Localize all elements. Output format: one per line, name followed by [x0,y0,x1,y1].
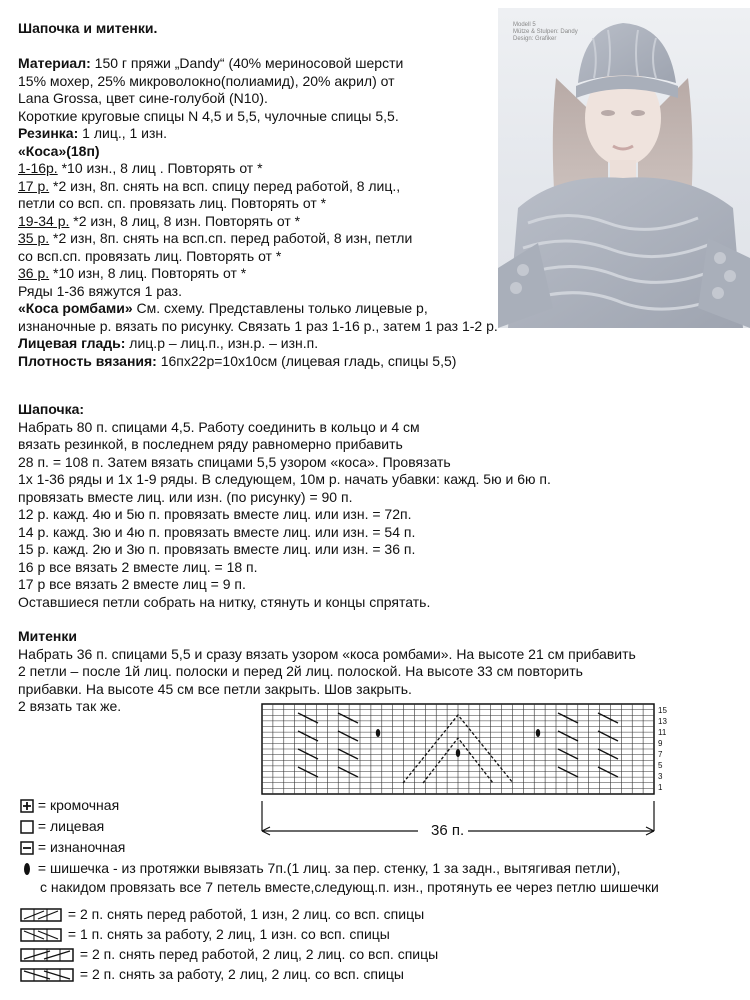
row-number-column [658,705,676,793]
legend-text: с накидом провязать все 7 петель вместе,следующ.п. изн., протянуть ее через петлю шишечки [40,879,659,895]
hat-section [18,401,551,611]
legend-edge-stitch [20,797,119,814]
legend-text: = лицевая [37,818,105,834]
material-line: 15% мохер, 25% микроволокно(полиамид), 20% акрил) от [18,72,395,89]
mitts-line: 2 вязать так же. [18,698,122,714]
hat-line: Набрать 80 п. спицами 4,5. Работу соединить в кольцо и 4 см [18,418,420,435]
hat-line: 16 р все вязать 2 вместе лиц. = 18 п. [18,558,258,575]
row-number: 5 [658,761,663,770]
legend-text: = 2 п. снять перед работой, 2 лиц, 2 лиц. со всп. спицы [79,946,439,962]
legend-purl [20,839,125,856]
row-number: 1 [658,783,663,792]
mitts-line: прибавки. На высоте 45 см все петли закрыть. Шов закрыть. [18,680,412,697]
cable-heading: «Коса»(18п) [18,142,100,159]
hat-line: 14 р. кажд. 3ю и 4ю п. провязать вместе лиц. или изн. = 54 п. [18,523,416,540]
mitts-heading: Митенки [18,628,77,644]
material-section [18,55,498,370]
mitts-line: Набрать 36 п. спицами 5,5 и сразу вязать узором «коса ромбами». На высоте 21 см прибавить [18,645,636,662]
cable-2-2-front-icon [20,948,76,962]
row-number: 7 [658,750,663,759]
photo-caption [513,22,578,43]
hat-line: Оставшиеся петли собрать на нитку, стянуть и концы спрятать. [18,593,431,610]
row-number: 15 [658,706,667,715]
hat-heading: Шапочка: [18,401,85,417]
row-number: 9 [658,739,663,748]
page-title: Шапочка и митенки. [18,20,158,36]
photo-caption-line: Modell 5 [513,22,536,28]
model-photo [498,8,750,328]
chart-grid-svg [258,703,678,843]
legend-bobble [20,860,620,877]
cable-1-2-back-icon [20,928,64,942]
hat-line: вязать резинкой, в последнем ряду равномерно прибавить [18,436,403,452]
gauge-line: Плотность вязания: 16пх22р=10х10см (лицевая гладь, спицы 5,5) [18,352,457,369]
legend-bobble-continued [40,879,659,896]
chart-width-label: 36 п. [431,822,465,839]
row-number: 11 [658,728,667,737]
legend-cable-2-2-front [20,946,438,963]
model-illustration [498,8,750,328]
purl-stitch-icon [20,841,34,855]
photo-caption-line: Design: Grafiker [513,36,557,42]
hat-line: 15 р. кажд. 2ю и 3ю п. провязать вместе лиц. или изн. = 36 п. [18,541,416,557]
cable-row-line: петли со всп. сп. провязать лиц. Повторять от * [18,195,327,211]
stockinette-line: Лицевая гладь: лиц.р – лиц.п., изн.р. – изн.п. [18,335,319,351]
legend-text: = 2 п. снять за работу, 2 лиц, 2 лиц. со всп. спицы [79,966,404,982]
legend-cable-2-1-front [20,906,424,923]
material-line: Короткие круговые спицы N 4,5 и 5,5, чулочные спицы 5,5. [18,107,399,124]
mitts-line: 2 петли – после 1й лиц. полоски и перед 2й лиц. полоской. На высоте 33 см повторить [18,663,583,679]
knitting-chart [258,703,678,847]
cable-row-line: 1-16р. *10 изн., 8 лиц . Повторять от * [18,160,263,176]
cable-2-1-front-icon [20,908,64,922]
legend-cable-1-2-back [20,926,390,943]
cable-row-line: 17 р. *2 изн, 8п. снять на всп. спицу перед работой, 8 лиц., [18,177,401,194]
rib-line: Резинка: 1 лиц., 1 изн. [18,125,168,141]
hat-line: 12 р. кажд. 4ю и 5ю п. провязать вместе лиц. или изн. = 72п. [18,506,412,522]
legend-text: = шишечка - из протяжки вывязать 7п.(1 лиц. за пер. стенку, 1 за задн., вытягивая петли), [37,860,621,876]
cable-row-line: 36 р. *10 изн, 8 лиц. Повторять от * [18,265,247,281]
material-line: Lana Grossa, цвет сине-голубой (N10). [18,90,268,106]
hat-line: 28 п. = 108 п. Затем вязать спицами 5,5 узором «коса». Провязать [18,453,451,470]
legend-text: = кромочная [37,797,120,813]
legend-text: = изнаночная [37,839,126,855]
bobble-icon [20,862,34,876]
cable-row-line: 19-34 р. *2 изн, 8 лиц, 8 изн. Повторять от * [18,212,301,229]
diamond-cable-line: изнаночные р. вязать по рисунку. Связать 1 раз 1-16 р., затем 1 раз 1-2 р. [18,317,498,334]
cable-row-line: 35 р. *2 изн, 8п. снять на всп.сп. перед работой, 8 изн, петли [18,230,413,246]
hat-line: провязать вместе лиц. или изн. (по рисунку) = 90 п. [18,488,353,505]
legend-text: = 2 п. снять перед работой, 1 изн, 2 лиц. со всп. спицы [67,906,425,922]
photo-caption-line: Mütze & Stulpen: Dandy [513,29,578,35]
hat-line: 17 р все вязать 2 вместе лиц = 9 п. [18,576,246,592]
edge-stitch-icon [20,799,34,813]
diamond-cable-line: «Коса ромбами» См. схему. Представлены только лицевые р, [18,300,428,316]
hat-line: 1х 1-36 ряды и 1х 1-9 ряды. В следующем, 10м р. начать убавки: кажд. 5ю и 6ю п. [18,471,551,487]
legend-text: = 1 п. снять за работу, 2 лиц, 1 изн. со всп. спицы [67,926,390,942]
legend-cable-2-2-back [20,966,404,983]
row-number: 13 [658,717,667,726]
material-line: Материал: 150 г пряжи „Dandy“ (40% мериносовой шерсти [18,55,404,71]
cable-row-line: Ряды 1-36 вяжутся 1 раз. [18,282,182,299]
knit-stitch-icon [20,820,34,834]
cable-row-line: со всп.сп. провязать лиц. Повторять от * [18,247,282,264]
legend-knit [20,818,104,835]
row-number: 3 [658,772,663,781]
cable-2-2-back-icon [20,968,76,982]
